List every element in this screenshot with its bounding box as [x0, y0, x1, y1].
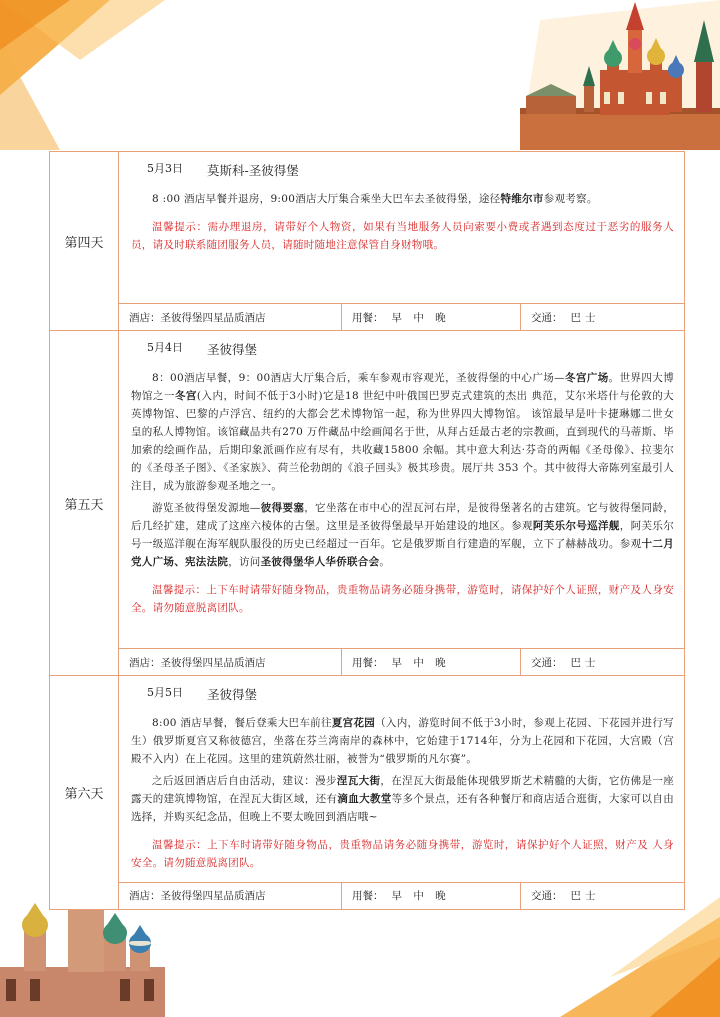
paragraph-text: 8：00酒店早餐，9：00酒店大厅集合后，乘车参观市容观光，圣彼得堡的中心广场—	[152, 371, 565, 384]
transport-label: 交通：	[531, 656, 563, 669]
day-content	[119, 331, 684, 648]
day-body	[119, 331, 684, 675]
highlight-text: 夏宫花园	[331, 716, 376, 729]
day-content	[119, 676, 684, 882]
paragraph-text: 之后返回酒店后自由活动，建议：漫步	[152, 774, 337, 787]
transport-cell	[521, 649, 684, 675]
transport-cell	[521, 883, 684, 909]
day-heading	[131, 684, 674, 706]
day-date: 5月3日	[147, 162, 183, 175]
paragraph-text: 游览圣彼得堡发源地—	[152, 501, 261, 514]
paragraph-text: ，它坐落在市中心的涅瓦河右岸，是彼得堡著名的古建筑。它与彼得堡同龄，后几经扩建，建成了这座六棱体的古堡。这里是圣彼得堡最早开始建设的地区。参观	[131, 501, 675, 532]
hotel-label: 酒店：	[129, 890, 161, 903]
itinerary-paragraph	[131, 499, 674, 571]
paragraph-text: 参观考察。	[543, 192, 598, 205]
transport-cell	[521, 304, 684, 330]
highlight-text: 冬宫	[174, 389, 197, 402]
hotel-label: 酒店：	[129, 311, 161, 324]
itinerary-paragraph	[131, 772, 674, 826]
day-label: 第四天	[50, 152, 119, 330]
paragraph-text: ，访问	[228, 555, 261, 568]
meal-cell	[342, 304, 521, 330]
day-date: 5月4日	[147, 341, 183, 354]
highlight-text: 十二月党人广场、宪法法院	[131, 537, 674, 568]
meal-cell	[342, 649, 521, 675]
paragraph-text: ，在涅瓦大街最能体现俄罗斯艺术精髓的大街，它仿佛是一座露天的建筑博物馆，在涅瓦大街区域，还有	[131, 774, 674, 805]
hotel-value: 圣彼得堡四星品质酒店	[160, 890, 266, 903]
day-row	[50, 676, 684, 909]
meal-label: 用餐：	[352, 890, 384, 903]
day-footer	[119, 648, 684, 675]
transport-label: 交通：	[531, 890, 563, 903]
meal-label: 用餐：	[352, 656, 384, 669]
paragraph-text: 8 :00 酒店早餐并退房，9:00酒店大厅集合乘坐大巴车去圣彼得堡，途径	[152, 192, 501, 205]
transport-value: 巴士	[570, 656, 600, 669]
hotel-cell	[119, 883, 342, 909]
highlight-text: 特维尔市	[500, 192, 544, 205]
hotel-label: 酒店：	[129, 656, 161, 669]
highlight-text: 滴血大教堂	[337, 792, 392, 805]
day-place: 莫斯科-圣彼得堡	[207, 163, 299, 178]
meal-label: 用餐：	[352, 311, 384, 324]
day-heading	[131, 339, 674, 361]
transport-value: 巴士	[570, 311, 600, 324]
day-footer	[119, 882, 684, 909]
day-body	[119, 152, 684, 330]
day-row	[50, 152, 684, 331]
day-heading	[131, 160, 674, 182]
day-place: 圣彼得堡	[207, 342, 258, 357]
paragraph-text: ，阿芙乐尔号一级巡洋舰在海军舰队服役的历史已经超过一百年。它是俄罗斯自行建造的军舰，立下了赫赫战功。参观	[131, 519, 674, 550]
warm-tip: 温馨提示：需办理退房，请带好个人物资，如果有当地服务人员向索要小费或者遇到态度过于恶劣的服务人员，请及时联系随团服务人员，请随时随地注意保管自身财物哦。	[131, 220, 674, 251]
hotel-cell	[119, 304, 342, 330]
hotel-cell	[119, 649, 342, 675]
warm-tip: 温馨提示：上下车时请带好随身物品，贵重物品请务必随身携带，游览时，请保护好个人证照，财产及 人身安全。请勿随意脱离团队。	[131, 838, 674, 869]
paragraph-text: (入内，时间不低于3小时)它是18 世纪中叶俄国巴罗克式建筑的杰出 典范，艾尔米塔什与伦敦的大英博物馆、巴黎的卢浮宫、纽约的大都会艺术博物馆一起，称为世界四大博物馆。 该馆最早是叶卡捷琳娜二世女皇的私人博物馆。该馆藏品共有270 万件藏品中绘画闻名于世，从拜占廷最古老的宗教画，直到现代的马蒂斯、毕加索的绘画作品，后期印象派画作应有尽有，共收藏15800 余幅。其中意大利达·芬奇的两幅《圣母像》、拉斐尔的《圣母圣子图》、《圣家族》、荷兰伦勃朗的《浪子回头》极其珍贵。展厅共 353 个。其中彼得大帝陈列室最引人注目，成为旅游参观圣地之一。	[131, 389, 674, 492]
paragraph-text: （入内，游览时间不低于3小时，参观上花园、下花园并进行写生）俄罗斯夏宫又称彼德宫，坐落在芬兰湾南岸的森林中，它始建于1714年，分为上花园和下花园，大宫殿（宫殿不入内）在上花园。这里的建筑蔚然壮丽，被誉为“俄罗斯的凡尔赛”。	[131, 716, 674, 765]
itinerary-paragraph	[131, 714, 674, 768]
transport-value: 巴士	[570, 890, 600, 903]
hotel-value: 圣彼得堡四星品质酒店	[160, 311, 266, 324]
day-footer	[119, 303, 684, 330]
highlight-text: 涅瓦大街	[336, 774, 381, 787]
itinerary-table	[49, 151, 685, 910]
highlight-text: 彼得要塞	[260, 501, 305, 514]
meal-value: 早 中 晚	[391, 890, 450, 903]
orange-corner-decoration-bottom	[460, 897, 720, 1017]
paragraph-text: 8:00 酒店早餐，餐后登乘大巴车前往	[152, 716, 332, 729]
highlight-text: 圣彼得堡华人华侨联合会	[260, 555, 380, 568]
hotel-value: 圣彼得堡四星品质酒店	[160, 656, 266, 669]
meal-value: 早 中 晚	[391, 311, 450, 324]
paragraph-text: 。	[379, 555, 391, 568]
orange-corner-decoration-top	[0, 0, 170, 150]
paragraph-text: 。世界四大博物馆之一	[131, 371, 674, 402]
paragraph-text: 等多个景点，还有各种餐厅和商店适合逛街，大家可以自由选择，并购买纪念品，但晚上不要太晚回到酒店哦~	[131, 792, 674, 823]
highlight-text: 冬宫广场	[564, 371, 609, 384]
day-date: 5月5日	[147, 686, 183, 699]
meal-cell	[342, 883, 521, 909]
warm-tip: 温馨提示：上下车时请带好随身物品，贵重物品请务必随身携带，游览时，请保护好个人证照，财产及人身安全。请勿随意脱离团队。	[131, 584, 674, 615]
day-body	[119, 676, 684, 909]
highlight-text: 阿芙乐尔号巡洋舰	[532, 519, 620, 532]
day-row	[50, 331, 684, 676]
kremlin-illustration	[480, 0, 720, 150]
transport-label: 交通：	[531, 311, 563, 324]
meal-value: 早 中 晚	[391, 656, 450, 669]
itinerary-paragraph	[131, 190, 674, 208]
day-content	[119, 152, 684, 303]
itinerary-paragraph	[131, 369, 674, 495]
day-label: 第五天	[50, 331, 119, 675]
day-label: 第六天	[50, 676, 119, 909]
day-place: 圣彼得堡	[207, 687, 258, 702]
